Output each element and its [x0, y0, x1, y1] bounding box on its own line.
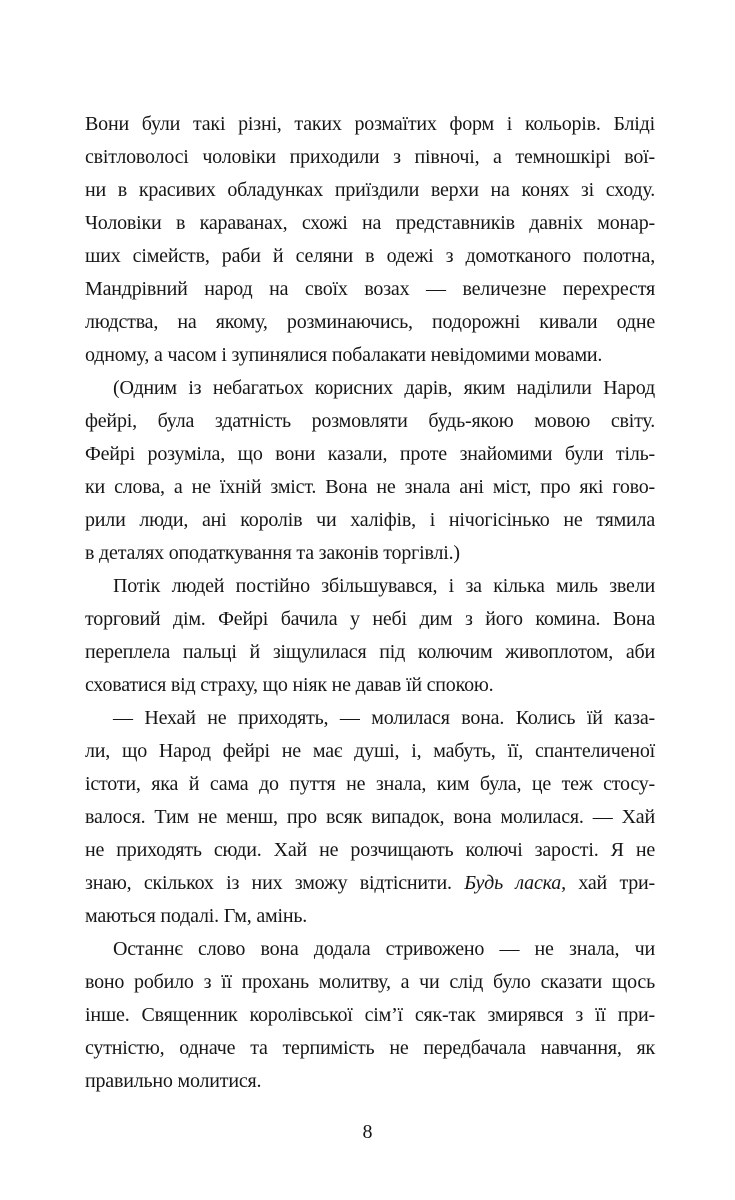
text-segment: в деталях оподаткування та законів торгівлі.) [85, 542, 460, 564]
text-segment: фейрі, була здатність розмовляти будь-якою мовою світу. [85, 410, 655, 432]
text-segment: Чоловіки в караванах, схожі на представників давніх монар- [85, 212, 655, 234]
text-line [85, 636, 655, 669]
text-segment: знаю, скількох із них зможу відтіснити. [85, 872, 465, 894]
text-line [85, 174, 655, 207]
text-line [85, 108, 655, 141]
text-segment: Фейрі розуміла, що вони казали, проте знайомими були тіль- [85, 443, 655, 465]
text-line [85, 306, 655, 339]
text-line [85, 405, 655, 438]
text-segment: істоти, яка й сама до пуття не знала, ким була, це теж стосу- [85, 773, 655, 795]
text-segment: хай три- [565, 872, 655, 894]
text-segment: ни в красивих обладунках приїздили верхи на конях зі сходу. [85, 179, 655, 201]
text-line [85, 669, 655, 702]
text-segment: воно робило з її прохань молитву, а чи слід було сказати щось [85, 971, 655, 993]
text-line [85, 702, 655, 735]
text-segment: одному, а часом і зупинялися побалакати невідомими мовами. [85, 344, 603, 366]
text-segment: сховатися від страху, що ніяк не давав їй спокою. [85, 674, 494, 696]
text-segment: маються подалі. Гм, амінь. [85, 905, 308, 927]
text-line [85, 339, 655, 372]
text-segment: рили люди, ані королів чи халіфів, і нічогісінько не тямила [85, 509, 655, 531]
text-line [85, 801, 655, 834]
text-line [85, 1032, 655, 1065]
text-segment: Останнє слово вона додала стривожено — не знала, чи [113, 938, 655, 960]
text-segment: ли, що Народ фейрі не має душі, і, мабуть, її, спантеличеної [85, 740, 655, 762]
text-segment: Мандрівний народ на своїх возах — величезне перехрестя [85, 278, 655, 300]
paragraph-4 [85, 702, 655, 933]
text-segment: правильно молитися. [85, 1070, 262, 1092]
text-block [85, 108, 655, 1098]
paragraph-5 [85, 933, 655, 1098]
text-line [85, 504, 655, 537]
text-line [85, 834, 655, 867]
text-line [85, 768, 655, 801]
text-line [85, 372, 655, 405]
text-line [85, 1065, 655, 1098]
text-segment: валося. Тим не менш, про всяк випадок, вона молилася. — Хай [85, 806, 655, 828]
text-line [85, 867, 655, 900]
text-line [85, 900, 655, 933]
paragraph-3 [85, 570, 655, 702]
page-number: 8 [362, 1121, 373, 1143]
text-line [85, 141, 655, 174]
paragraph-2 [85, 372, 655, 570]
text-line [85, 471, 655, 504]
text-line [85, 999, 655, 1032]
text-segment: (Одним із небагатьох корисних дарів, яким наділили Народ [113, 377, 655, 399]
text-segment: світловолосі чоловіки приходили з півночі, а темношкірі вої- [85, 146, 655, 168]
text-line [85, 603, 655, 636]
text-segment: переплела пальці й зіщулилася під колючим живоплотом, аби [85, 641, 655, 663]
text-line [85, 240, 655, 273]
text-segment: Вони були такі різні, таких розмаїтих форм і кольорів. Бліді [85, 113, 655, 135]
paragraph-1 [85, 108, 655, 372]
text-line [85, 966, 655, 999]
text-segment: сутністю, одначе та терпимість не передбачала навчання, як [85, 1037, 655, 1059]
text-segment: не приходять сюди. Хай не розчищають колючі зарості. Я не [85, 839, 655, 861]
text-segment: Потік людей постійно збільшувався, і за кілька миль звели [113, 575, 655, 597]
text-line [85, 438, 655, 471]
text-line [85, 537, 655, 570]
text-segment: ших сімейств, раби й селяни в одежі з домотканого полотна, [85, 245, 655, 267]
text-line [85, 735, 655, 768]
text-line [85, 570, 655, 603]
text-segment: інше. Священник королівської сім’ї сяк-так змирявся з її при- [85, 1004, 655, 1026]
text-line [85, 207, 655, 240]
text-segment: — Нехай не приходять, — молилася вона. Колись їй каза- [113, 707, 655, 729]
text-segment: людства, на якому, розминаючись, подорожні кивали одне [85, 311, 655, 333]
text-line [85, 273, 655, 306]
text-segment: торговий дім. Фейрі бачила у небі дим з його комина. Вона [85, 608, 655, 630]
italic-text-segment: Будь ласка, [464, 872, 566, 894]
text-line [85, 933, 655, 966]
text-segment: ки слова, а не їхній зміст. Вона не знала ані міст, про які гово- [85, 476, 655, 498]
